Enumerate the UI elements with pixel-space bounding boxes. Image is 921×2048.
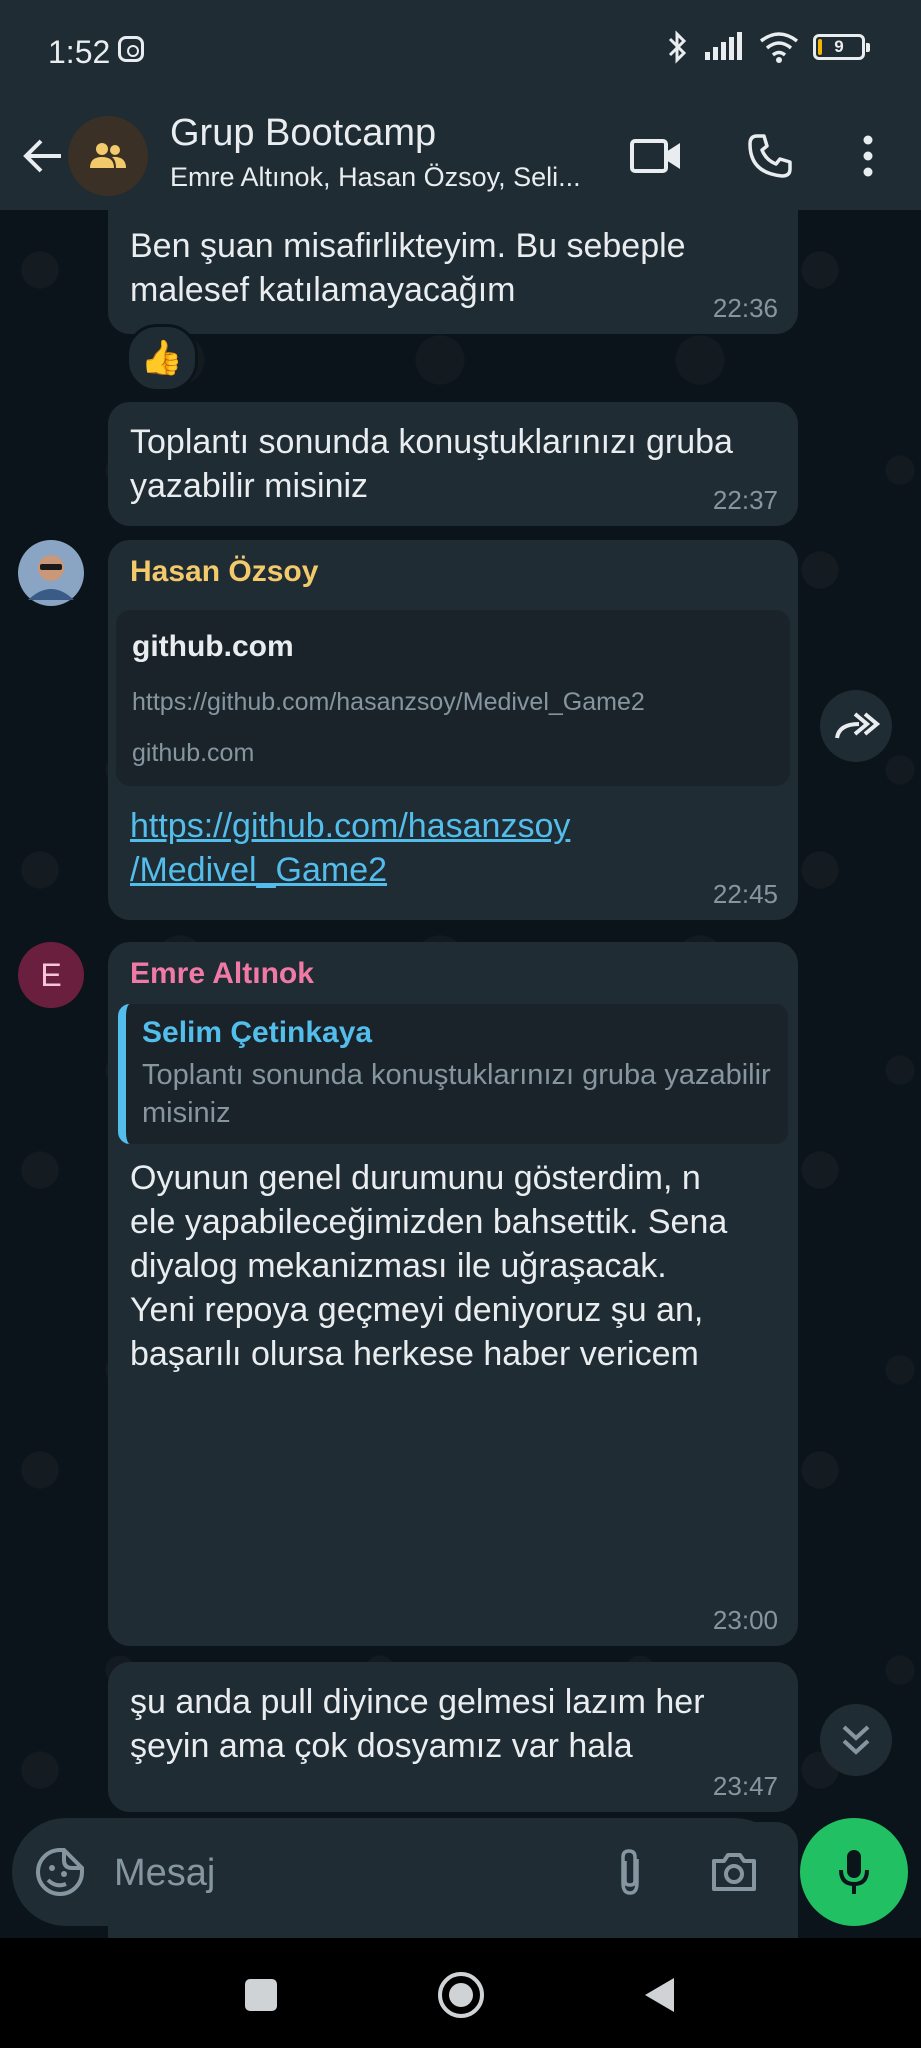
back-nav-button[interactable]: [632, 1968, 686, 2022]
chat-area[interactable]: [0, 210, 921, 1810]
message-time: 22:37: [712, 485, 778, 515]
forward-button[interactable]: [820, 690, 892, 762]
attach-button[interactable]: [602, 1844, 658, 1900]
link-preview[interactable]: [116, 610, 790, 786]
message-time: 22:45: [712, 879, 778, 909]
preview-domain: github.com: [132, 739, 255, 767]
quoted-text: Toplantı sonunda konuştuklarınızı gruba yazabilir misiniz: [142, 1059, 771, 1129]
message-time: 23:47: [712, 1771, 778, 1801]
message-link[interactable]: [108, 786, 798, 892]
voice-call-icon: [747, 133, 793, 179]
voice-call-button[interactable]: [740, 126, 800, 186]
scroll-to-bottom-button[interactable]: [820, 1704, 892, 1776]
more-options-button[interactable]: [838, 126, 898, 186]
message-bubble[interactable]: [108, 1662, 798, 1812]
group-icon: [89, 142, 127, 170]
instagram-icon: [118, 36, 144, 62]
message-text: Ben şuan misafirlikteyim. Bu sebeple malesef katılamayacağım: [130, 227, 686, 309]
quoted-message[interactable]: [118, 1004, 788, 1144]
square-icon: [244, 1978, 278, 2012]
voice-record-button[interactable]: [800, 1818, 908, 1926]
message-composer: [12, 1818, 788, 1926]
battery-level-text: 9: [834, 37, 844, 56]
chevron-double-down-icon: [840, 1723, 872, 1757]
recents-button[interactable]: [234, 1968, 288, 2022]
paperclip-icon: [615, 1847, 645, 1897]
bluetooth-icon: [667, 30, 689, 64]
more-icon: [862, 135, 874, 177]
message-link-part2[interactable]: /Medivel_Game2: [130, 851, 388, 889]
status-icons: [667, 30, 865, 64]
home-button[interactable]: [434, 1968, 488, 2022]
microphone-icon: [837, 1848, 871, 1896]
message-time: 23:00: [712, 1605, 778, 1635]
message-bubble[interactable]: [108, 942, 798, 1646]
avatar-hasan[interactable]: [18, 540, 84, 606]
message-bubble[interactable]: [108, 210, 798, 334]
group-avatar[interactable]: [68, 116, 148, 196]
battery-icon: [813, 34, 865, 60]
chat-title[interactable]: Grup Bootcamp: [170, 112, 437, 154]
video-call-button[interactable]: [626, 126, 686, 186]
back-button[interactable]: [14, 128, 70, 184]
message-bubble[interactable]: [108, 540, 798, 920]
signal-icon: [703, 32, 745, 62]
sender-name[interactable]: Emre Altınok: [130, 957, 314, 990]
quoted-sender: Selim Çetinkaya: [142, 1016, 373, 1049]
message-text: Oyunun genel durumunu gösterdim, n ele yapabileceğimizden bahsettik. Sena diyalog mekanizması ile uğraşacak. Yeni repoya geçmeyi deniyoruz şu an, başarılı olursa herkese haber vericem: [130, 1159, 728, 1373]
message-bubble[interactable]: [108, 402, 798, 526]
sender-name[interactable]: Hasan Özsoy: [130, 555, 319, 588]
status-bar: [0, 0, 921, 104]
camera-button[interactable]: [706, 1844, 762, 1900]
triangle-back-icon: [642, 1976, 676, 2014]
message-text: Toplantı sonunda konuştuklarınızı gruba yazabilir misiniz: [130, 423, 733, 505]
message-text: şu anda pull diyince gelmesi lazım her şeyin ama çok dosyamız var hala: [130, 1683, 705, 1765]
chat-header: [0, 104, 921, 210]
reaction-thumbs-up[interactable]: 👍: [126, 324, 198, 392]
system-navigation-bar: [0, 1938, 921, 2048]
home-circle-icon: [437, 1971, 485, 2019]
forward-icon: [833, 710, 879, 742]
preview-title: github.com: [132, 630, 294, 663]
camera-icon: [710, 1851, 758, 1893]
chat-participants[interactable]: Emre Altınok, Hasan Özsoy, Seli...: [170, 162, 581, 192]
avatar-emre[interactable]: E: [18, 942, 84, 1008]
preview-url: https://github.com/hasanzsoy/Medivel_Game2: [132, 688, 645, 716]
sticker-emoji-icon[interactable]: [34, 1846, 86, 1898]
message-link-part1[interactable]: https://github.com/hasanzsoy: [130, 807, 571, 845]
back-arrow-icon: [21, 138, 63, 174]
status-time: 1:52: [48, 34, 111, 70]
message-input[interactable]: [112, 1842, 596, 1904]
video-call-icon: [630, 137, 682, 175]
message-time: 22:36: [712, 293, 778, 323]
wifi-icon: [759, 31, 799, 63]
